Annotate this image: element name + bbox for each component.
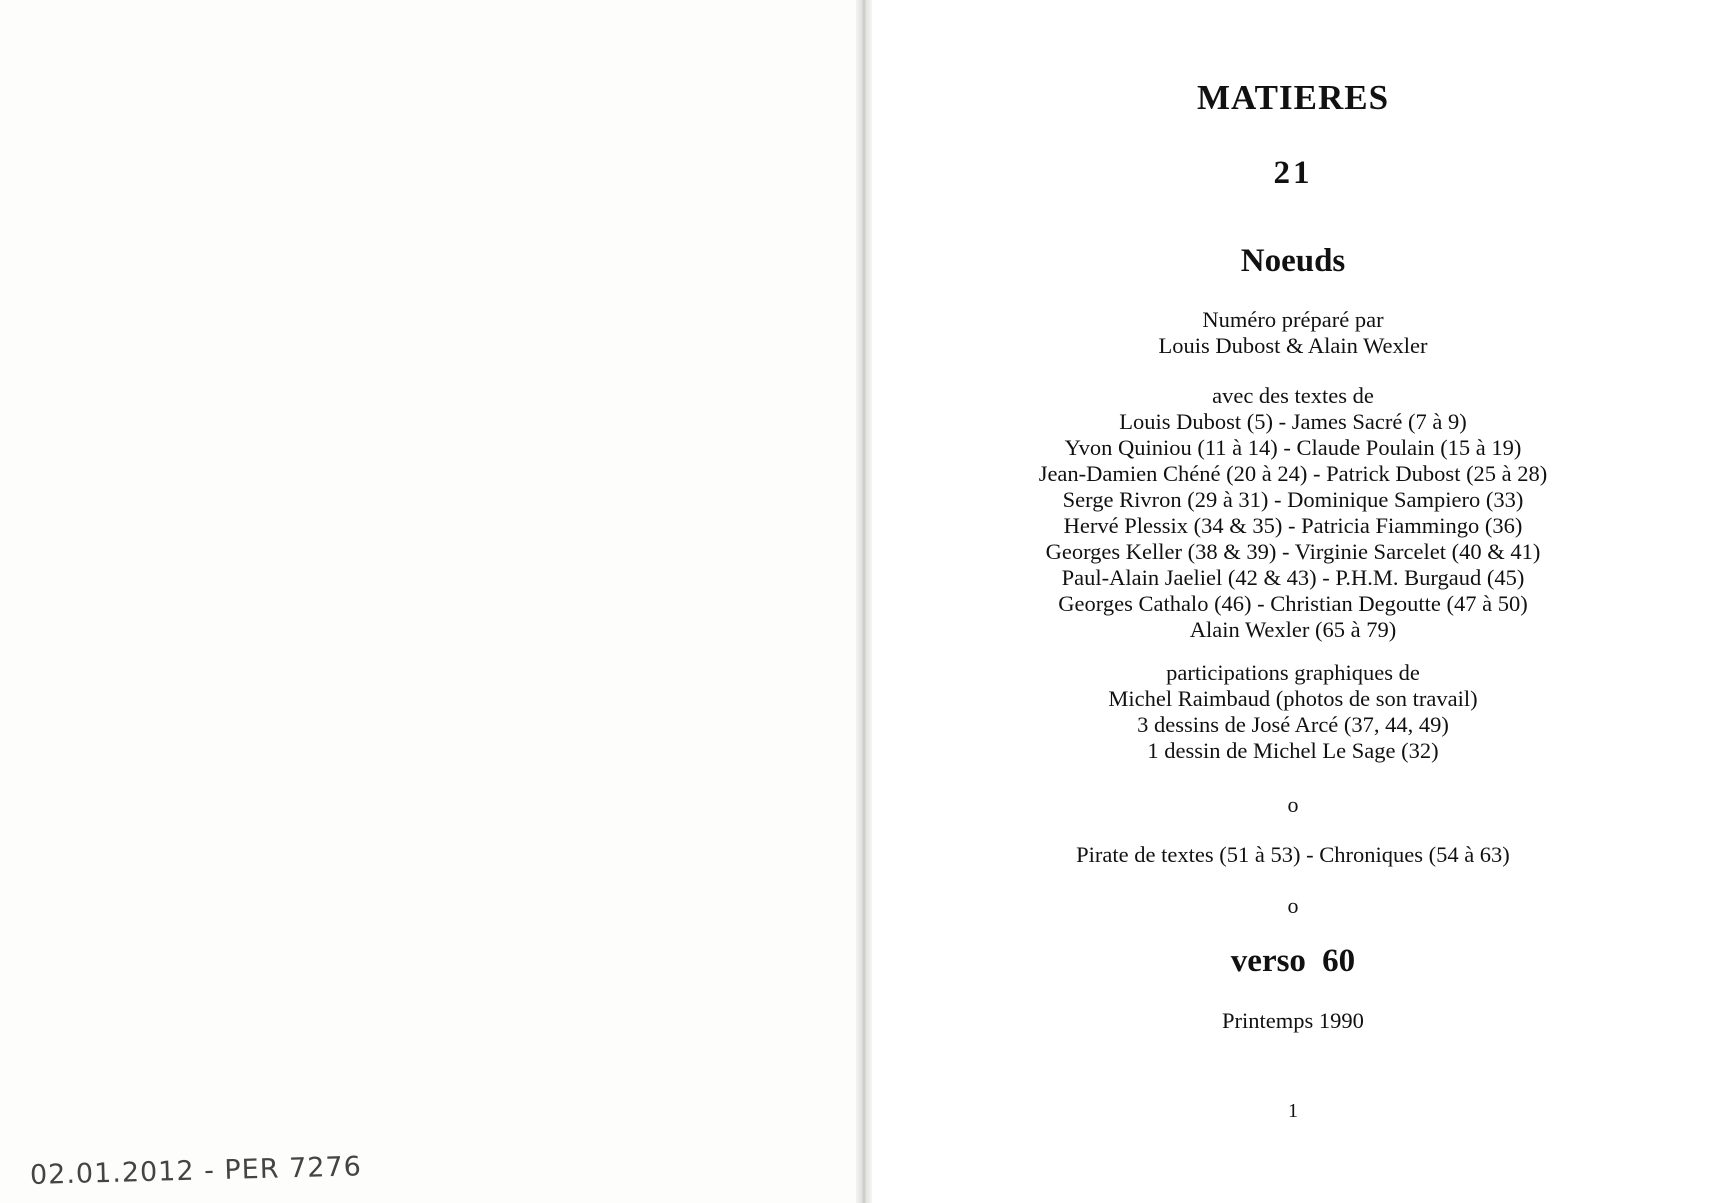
issue-theme: Noeuds	[1240, 243, 1346, 279]
right-page	[872, 0, 1714, 1203]
graphics-intro: participations graphiques de	[1166, 660, 1420, 685]
contributor-line: Georges Cathalo (46) - Christian Degoutte (47 à 50)	[1058, 591, 1528, 616]
book-gutter	[856, 0, 872, 1203]
journal-title: MATIERES	[1196, 78, 1390, 117]
graphics-line: Michel Raimbaud (photos de son travail)	[1108, 686, 1478, 711]
contributors-intro: avec des textes de	[1212, 383, 1374, 408]
prepared-by-editors: Louis Dubost & Alain Wexler	[1158, 333, 1428, 358]
sections-line: Pirate de textes (51 à 53) - Chroniques (54 à 63)	[1076, 842, 1510, 867]
graphics-line: 3 dessins de José Arcé (37, 44, 49)	[1137, 712, 1449, 737]
contributor-line: Jean-Damien Chéné (20 à 24) - Patrick Dubost (25 à 28)	[1038, 461, 1548, 486]
prepared-by-intro: Numéro préparé par	[1202, 307, 1384, 332]
prepared-by-block	[872, 307, 1714, 359]
graphics-block	[872, 660, 1714, 764]
contributor-line: Hervé Plessix (34 & 35) - Patricia Fiammingo (36)	[1063, 513, 1523, 538]
separator-mark: o	[1287, 893, 1299, 918]
handwritten-archive-note: 02.01.2012 - PER 7276	[29, 1151, 363, 1191]
season-date: Printemps 1990	[1222, 1008, 1364, 1033]
issue-number: 21	[1273, 155, 1313, 191]
contributor-line: Paul-Alain Jaeliel (42 & 43) - P.H.M. Burgaud (45)	[1061, 565, 1525, 590]
contributor-line: Georges Keller (38 & 39) - Virginie Sarcelet (40 & 41)	[1045, 539, 1541, 564]
graphics-line: 1 dessin de Michel Le Sage (32)	[1147, 738, 1439, 763]
page-number: 1	[1288, 1100, 1298, 1122]
contributor-line: Yvon Quiniou (11 à 14) - Claude Poulain (15 à 19)	[1064, 435, 1522, 460]
contributor-line: Alain Wexler (65 à 79)	[1189, 617, 1397, 642]
contributor-line: Louis Dubost (5) - James Sacré (7 à 9)	[1119, 409, 1467, 434]
contributors-block	[872, 383, 1714, 643]
contributor-line: Serge Rivron (29 à 31) - Dominique Sampiero (33)	[1062, 487, 1524, 512]
verso-number: verso 60	[1230, 943, 1356, 979]
separator-mark: o	[1287, 792, 1299, 817]
